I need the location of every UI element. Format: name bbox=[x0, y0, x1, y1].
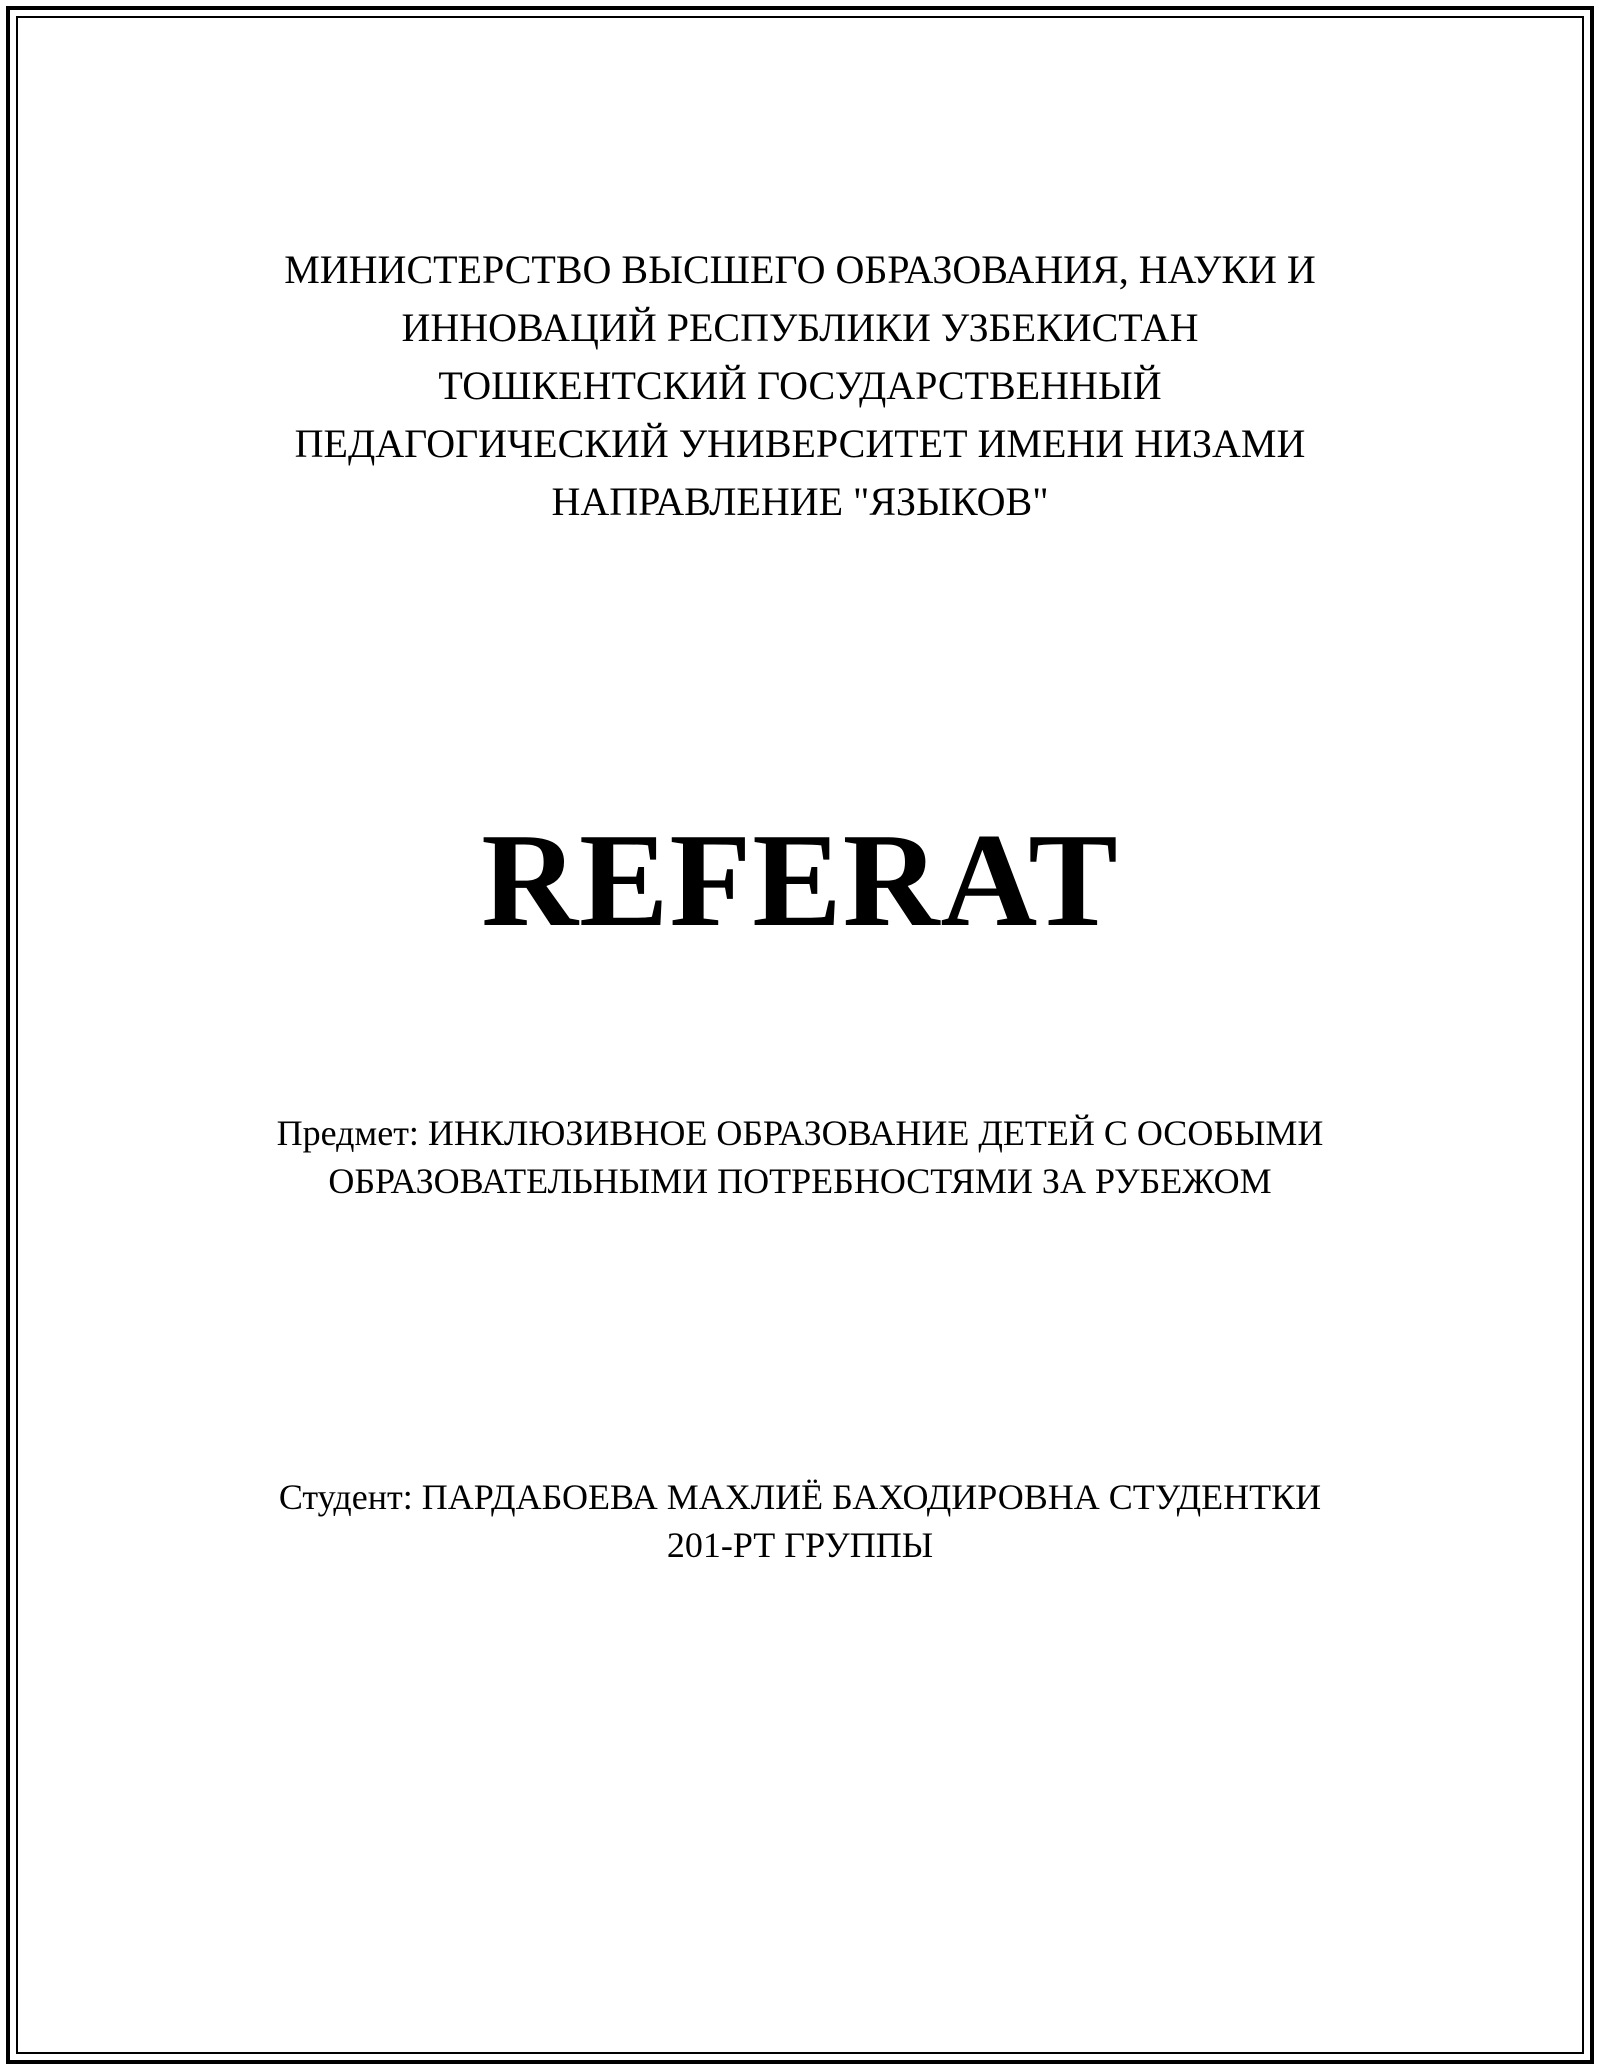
document-title-block bbox=[0, 800, 1600, 960]
subject-block bbox=[0, 1109, 1600, 1205]
institution-header bbox=[0, 241, 1600, 531]
document-title: REFERAT bbox=[481, 806, 1119, 954]
student-line-1: Студент: ПАРДАБОЕВА МАХЛИЁ БАХОДИРОВНА СТУДЕНТКИ bbox=[278, 1477, 1322, 1517]
header-line-republic: ИННОВАЦИЙ РЕСПУБЛИКИ УЗБЕКИСТАН bbox=[401, 305, 1199, 350]
header-line-university-name: ПЕДАГОГИЧЕСКИЙ УНИВЕРСИТЕТ ИМЕНИ НИЗАМИ bbox=[294, 421, 1306, 466]
subject-line-1: Предмет: ИНКЛЮЗИВНОЕ ОБРАЗОВАНИЕ ДЕТЕЙ С ОСОБЫМИ bbox=[276, 1113, 1324, 1153]
student-block bbox=[0, 1473, 1600, 1569]
subject-line-2: ОБРАЗОВАТЕЛЬНЫМИ ПОТРЕБНОСТЯМИ ЗА РУБЕЖОМ bbox=[328, 1161, 1272, 1201]
header-line-university: ТОШКЕНТСКИЙ ГОСУДАРСТВЕННЫЙ bbox=[438, 363, 1162, 408]
header-line-direction: НАПРАВЛЕНИЕ "ЯЗЫКОВ" bbox=[551, 479, 1049, 524]
student-line-2: 201-РТ ГРУППЫ bbox=[666, 1525, 934, 1565]
header-line-ministry: МИНИСТЕРСТВО ВЫСШЕГО ОБРАЗОВАНИЯ, НАУКИ И bbox=[284, 247, 1316, 292]
